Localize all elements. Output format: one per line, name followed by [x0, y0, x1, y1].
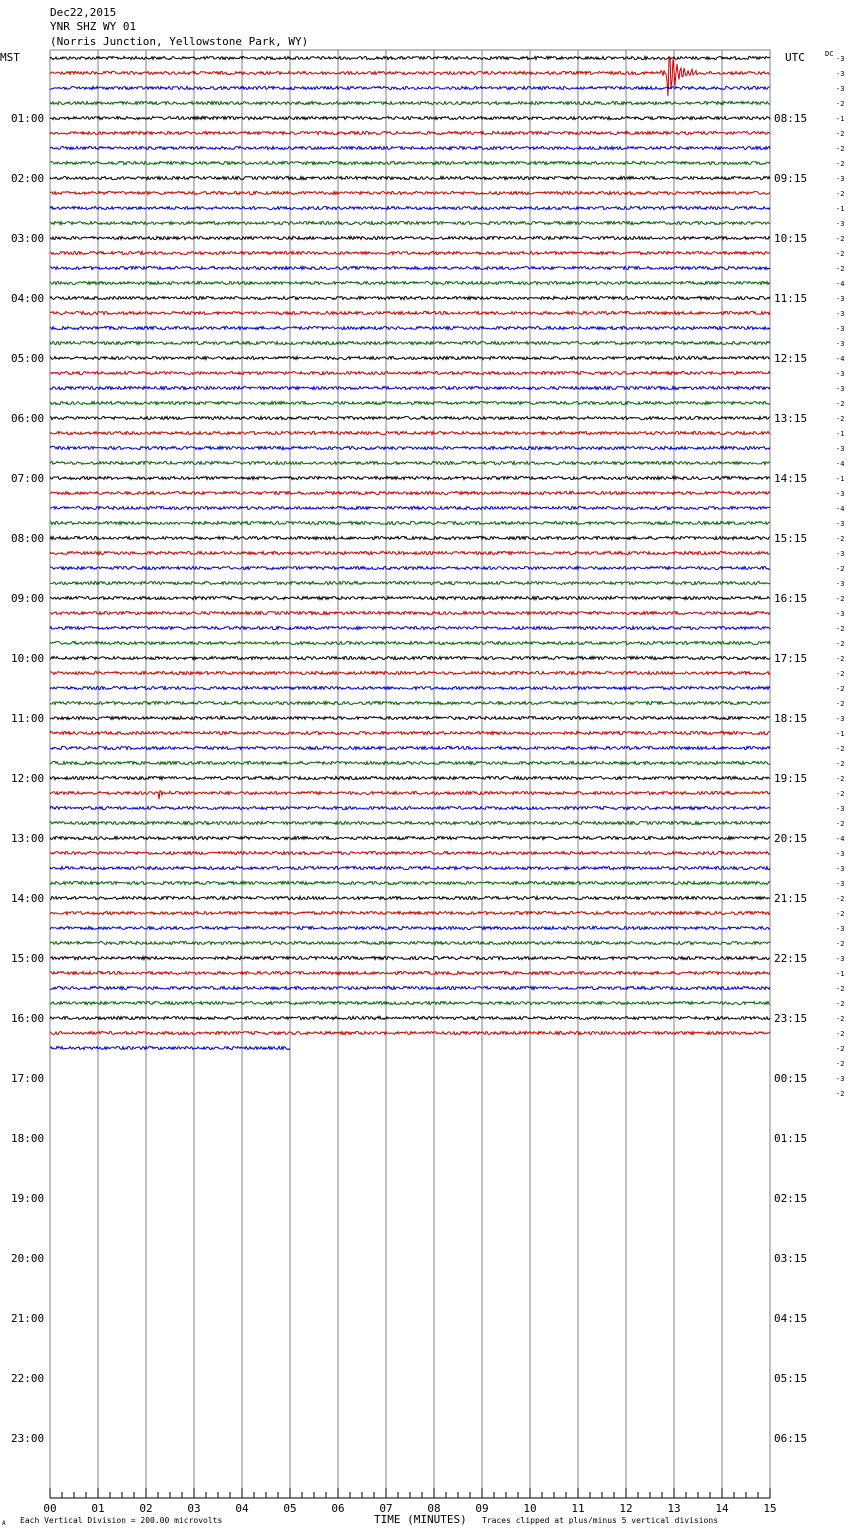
- trace-line: [50, 776, 770, 779]
- x-tick-label: 04: [235, 1502, 249, 1515]
- dc-offset-label: -3: [836, 385, 845, 393]
- hour-label-right: 11:15: [774, 292, 808, 305]
- dc-offset-label: -3: [836, 610, 845, 618]
- dc-offset-label: -3: [836, 925, 845, 933]
- hour-label-left: 13:00: [11, 832, 45, 845]
- trace-line: [50, 1016, 770, 1019]
- trace-line: [50, 971, 770, 974]
- hour-label-right: 23:15: [774, 1012, 808, 1025]
- trace-line: [50, 236, 770, 239]
- trace-line: [50, 521, 770, 524]
- trace-line: [50, 311, 770, 314]
- trace-line: [50, 221, 770, 224]
- dc-offset-label: -3: [836, 850, 845, 858]
- hour-label-right: 12:15: [774, 352, 808, 365]
- hour-label-right: 20:15: [774, 832, 808, 845]
- hour-label-right: 03:15: [774, 1252, 808, 1265]
- dc-offset-label: -2: [836, 1045, 845, 1053]
- hour-label-right: 00:15: [774, 1072, 808, 1085]
- dc-offset-label: -2: [836, 985, 845, 993]
- dc-offset-label: -2: [836, 1060, 845, 1068]
- hour-label-left: 01:00: [11, 112, 45, 125]
- dc-offset-label: -2: [836, 700, 845, 708]
- footer-corner-mark: A: [2, 1520, 6, 1527]
- dc-offset-label: -2: [836, 535, 845, 543]
- dc-offset-label: -1: [836, 970, 845, 978]
- trace-line: [50, 56, 770, 59]
- trace-line: [50, 401, 770, 404]
- trace-line: [50, 101, 770, 104]
- hour-label-left: 17:00: [11, 1072, 45, 1085]
- dc-offset-label: -3: [836, 325, 845, 333]
- dc-offset-label: -2: [836, 595, 845, 603]
- hour-label-left: 07:00: [11, 472, 45, 485]
- hour-label-left: 10:00: [11, 652, 45, 665]
- trace-line: [50, 941, 770, 944]
- hour-label-left: 22:00: [11, 1372, 45, 1385]
- x-tick-label: 12: [619, 1502, 633, 1515]
- dc-offset-label: -1: [836, 475, 845, 483]
- trace-line: [50, 251, 770, 254]
- dc-offset-label: -4: [836, 835, 845, 843]
- trace-line: [50, 761, 770, 764]
- hour-label-right: 09:15: [774, 172, 808, 185]
- dc-offset-label: -2: [836, 400, 845, 408]
- trace-line: [50, 57, 770, 96]
- dc-offset-label: -2: [836, 745, 845, 753]
- trace-line: [50, 671, 770, 674]
- dc-offset-label: -3: [836, 55, 845, 63]
- hour-label-left: 18:00: [11, 1132, 45, 1145]
- dc-offset-label: -1: [836, 115, 845, 123]
- trace-line: [50, 371, 770, 374]
- dc-offset-label: -3: [836, 550, 845, 558]
- trace-line: [50, 551, 770, 554]
- x-tick-label: 01: [91, 1502, 105, 1515]
- dc-offset-label: -2: [836, 760, 845, 768]
- hour-label-left: 08:00: [11, 532, 45, 545]
- trace-line: [50, 911, 770, 914]
- dc-offset-label: -3: [836, 85, 845, 93]
- dc-offset-label: -2: [836, 895, 845, 903]
- dc-offset-labels: [836, 55, 844, 1098]
- trace-line: [50, 116, 770, 119]
- x-tick-label: 13: [667, 1502, 681, 1515]
- trace-line: [50, 176, 770, 179]
- hour-label-left: 02:00: [11, 172, 45, 185]
- dc-offset-label: -2: [836, 250, 845, 258]
- dc-offset-label: -2: [836, 190, 845, 198]
- x-tick-label: 00: [43, 1502, 57, 1515]
- dc-offset-label: -2: [836, 235, 845, 243]
- x-tick-label: 08: [427, 1502, 441, 1515]
- dc-offset-label: -3: [836, 490, 845, 498]
- hour-label-left: 03:00: [11, 232, 45, 245]
- trace-line: [50, 806, 770, 809]
- hour-label-right: 13:15: [774, 412, 808, 425]
- dc-offset-label: -3: [836, 340, 845, 348]
- trace-line: [50, 866, 770, 869]
- dc-offset-label: -2: [836, 910, 845, 918]
- trace-line: [50, 536, 770, 539]
- trace-line: [50, 566, 770, 569]
- trace-line: [50, 161, 770, 164]
- x-tick-label: 02: [139, 1502, 153, 1515]
- trace-line: [50, 596, 770, 599]
- dc-offset-label: -2: [836, 145, 845, 153]
- dc-offset-label: -3: [836, 220, 845, 228]
- dc-offset-label: -4: [836, 460, 845, 468]
- trace-line: [50, 356, 770, 359]
- x-tick-label: 05: [283, 1502, 297, 1515]
- dc-offset-label: -2: [836, 415, 845, 423]
- hour-label-right: 15:15: [774, 532, 808, 545]
- hour-label-right: 19:15: [774, 772, 808, 785]
- hour-label-right: 16:15: [774, 592, 808, 605]
- dc-offset-label: -3: [836, 445, 845, 453]
- hour-label-left: 06:00: [11, 412, 45, 425]
- x-tick-label: 07: [379, 1502, 393, 1515]
- dc-offset-label: -4: [836, 355, 845, 363]
- left-timezone-label: MST: [0, 51, 20, 64]
- dc-offset-label: -2: [836, 565, 845, 573]
- hour-label-left: 12:00: [11, 772, 45, 785]
- dc-offset-label: -2: [836, 640, 845, 648]
- trace-line: [50, 1001, 770, 1004]
- dc-offset-label: -3: [836, 715, 845, 723]
- hour-label-left: 19:00: [11, 1192, 45, 1205]
- station-label: YNR SHZ WY 01: [50, 20, 137, 33]
- trace-line: [50, 476, 770, 479]
- dc-label: DC: [825, 50, 834, 58]
- dc-offset-label: -2: [836, 940, 845, 948]
- trace-line: [50, 821, 770, 824]
- dc-offset-label: -2: [836, 625, 845, 633]
- trace-line: [50, 641, 770, 644]
- trace-line: [50, 131, 770, 134]
- hour-label-right: 14:15: [774, 472, 808, 485]
- dc-offset-label: -3: [836, 310, 845, 318]
- dc-offset-label: -3: [836, 805, 845, 813]
- trace-rows: [50, 56, 770, 1049]
- hour-label-left: 15:00: [11, 952, 45, 965]
- x-tick-label: 15: [763, 1502, 777, 1515]
- trace-line: [50, 146, 770, 149]
- dc-offset-label: -2: [836, 1000, 845, 1008]
- trace-line: [50, 611, 770, 614]
- trace-line: [50, 851, 770, 854]
- trace-line: [50, 386, 770, 389]
- trace-line: [50, 986, 770, 989]
- hour-label-right: 04:15: [774, 1312, 808, 1325]
- dc-offset-label: -2: [836, 130, 845, 138]
- trace-line: [50, 926, 770, 929]
- dc-offset-label: -1: [836, 730, 845, 738]
- x-tick-label: 03: [187, 1502, 201, 1515]
- trace-line: [50, 206, 770, 209]
- dc-offset-label: -1: [836, 205, 845, 213]
- dc-offset-label: -2: [836, 265, 845, 273]
- hour-label-left: 11:00: [11, 712, 45, 725]
- hour-label-right: 05:15: [774, 1372, 808, 1385]
- date-label: Dec22,2015: [50, 6, 117, 19]
- trace-line: [50, 341, 770, 344]
- dc-offset-label: -1: [836, 430, 845, 438]
- trace-line: [50, 446, 770, 449]
- hour-label-left: 05:00: [11, 352, 45, 365]
- dc-offset-label: -2: [836, 1030, 845, 1038]
- hour-label-left: 16:00: [11, 1012, 45, 1025]
- hour-label-right: 21:15: [774, 892, 808, 905]
- dc-offset-label: -3: [836, 70, 845, 78]
- hour-label-right: 06:15: [774, 1432, 808, 1445]
- trace-line: [50, 656, 770, 659]
- trace-line: [50, 86, 770, 89]
- hour-label-right: 17:15: [774, 652, 808, 665]
- trace-line: [50, 296, 770, 299]
- trace-line: [50, 836, 770, 839]
- dc-offset-label: -3: [836, 370, 845, 378]
- trace-line: [50, 686, 770, 689]
- trace-line: [50, 701, 770, 704]
- trace-line: [50, 416, 770, 419]
- x-axis: [43, 1488, 776, 1515]
- hour-label-right: 02:15: [774, 1192, 808, 1205]
- clip-note: Traces clipped at plus/minus 5 vertical divisions: [482, 1516, 719, 1525]
- trace-line: [50, 896, 770, 899]
- trace-line: [50, 326, 770, 329]
- hour-label-left: 23:00: [11, 1432, 45, 1445]
- trace-line: [50, 881, 770, 884]
- dc-offset-label: -3: [836, 175, 845, 183]
- x-axis-title: TIME (MINUTES): [374, 1513, 467, 1526]
- dc-offset-label: -2: [836, 655, 845, 663]
- hour-label-left: 20:00: [11, 1252, 45, 1265]
- x-tick-label: 10: [523, 1502, 537, 1515]
- dc-offset-label: -2: [836, 1090, 845, 1098]
- hour-label-right: 08:15: [774, 112, 808, 125]
- trace-line: [50, 731, 770, 734]
- dc-offset-label: -3: [836, 295, 845, 303]
- hour-label-left: 04:00: [11, 292, 45, 305]
- trace-line: [50, 431, 770, 434]
- hour-label-left: 14:00: [11, 892, 45, 905]
- dc-offset-label: -2: [836, 1015, 845, 1023]
- trace-line: [50, 266, 770, 269]
- right-timezone-label: UTC: [785, 51, 805, 64]
- dc-offset-label: -3: [836, 1075, 845, 1083]
- trace-line: [50, 191, 770, 194]
- scale-note: Each Vertical Division = 200.00 microvolts: [20, 1516, 223, 1525]
- x-tick-label: 09: [475, 1502, 489, 1515]
- trace-line: [50, 461, 770, 464]
- dc-offset-label: -4: [836, 505, 845, 513]
- trace-line: [50, 1031, 770, 1034]
- hour-label-left: 21:00: [11, 1312, 45, 1325]
- trace-line: [50, 281, 770, 284]
- trace-line: [50, 1046, 290, 1049]
- dc-offset-label: -2: [836, 775, 845, 783]
- trace-line: [50, 626, 770, 629]
- dc-offset-label: -3: [836, 955, 845, 963]
- dc-offset-label: -4: [836, 280, 845, 288]
- dc-offset-label: -2: [836, 670, 845, 678]
- hour-label-left: 09:00: [11, 592, 45, 605]
- trace-line: [50, 791, 770, 800]
- dc-offset-label: -3: [836, 520, 845, 528]
- location-label: (Norris Junction, Yellowstone Park, WY): [50, 35, 309, 48]
- dc-offset-label: -2: [836, 100, 845, 108]
- dc-offset-label: -2: [836, 160, 845, 168]
- hour-label-right: 01:15: [774, 1132, 808, 1145]
- x-tick-label: 11: [571, 1502, 585, 1515]
- trace-line: [50, 956, 770, 959]
- trace-line: [50, 506, 770, 509]
- trace-line: [50, 746, 770, 749]
- dc-offset-label: -2: [836, 685, 845, 693]
- dc-offset-label: -2: [836, 820, 845, 828]
- x-tick-label: 06: [331, 1502, 345, 1515]
- dc-offset-label: -3: [836, 865, 845, 873]
- trace-line: [50, 716, 770, 719]
- dc-offset-label: -3: [836, 580, 845, 588]
- dc-offset-label: -2: [836, 790, 845, 798]
- trace-line: [50, 491, 770, 494]
- dc-offset-label: -3: [836, 880, 845, 888]
- hour-label-right: 18:15: [774, 712, 808, 725]
- trace-line: [50, 581, 770, 584]
- hour-label-right: 10:15: [774, 232, 808, 245]
- x-tick-label: 14: [715, 1502, 729, 1515]
- hour-label-right: 22:15: [774, 952, 808, 965]
